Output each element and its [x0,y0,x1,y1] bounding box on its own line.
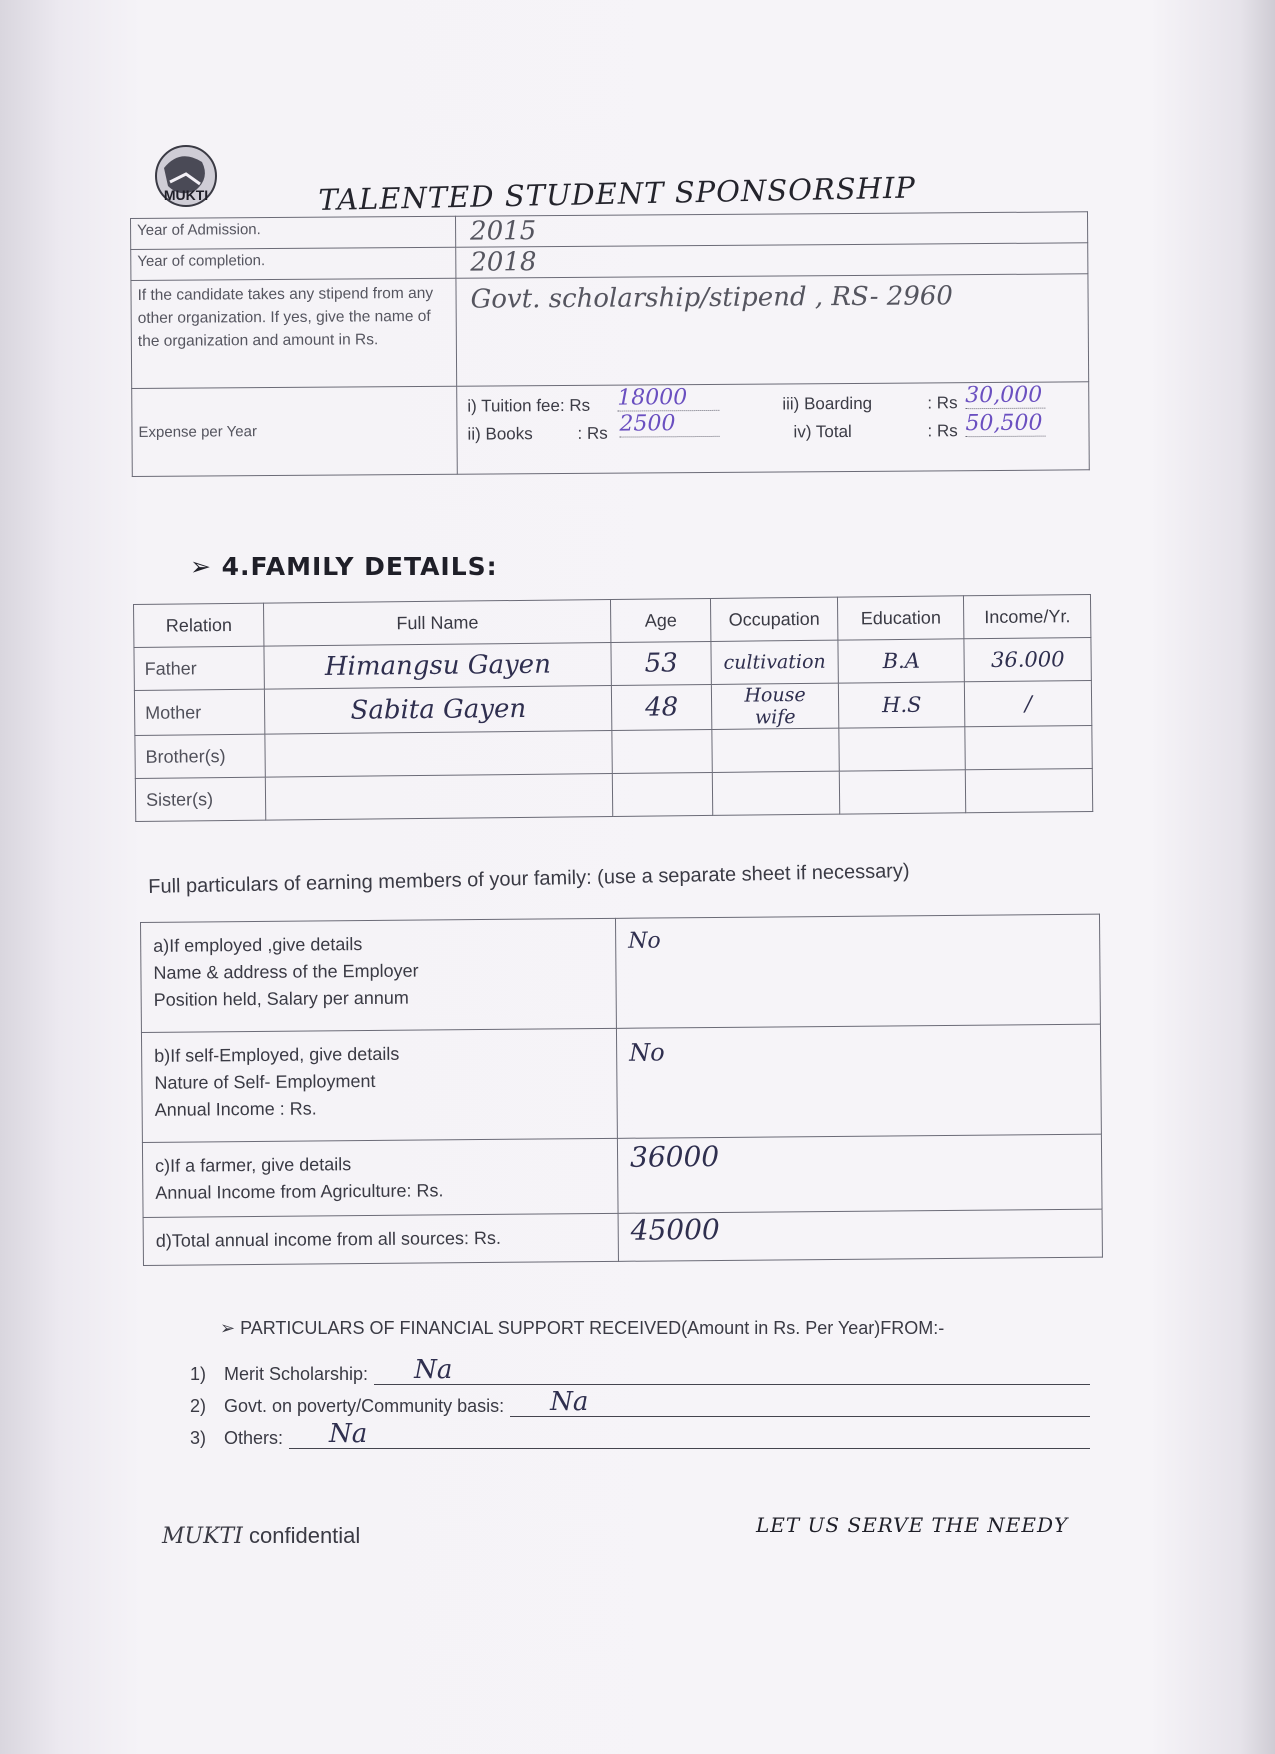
financial-support-section [190,1318,1090,1449]
list-item: 2) Govt. on poverty/Community basis: Na [190,1385,1090,1417]
total-value: 50,500 [965,411,1045,438]
list-item: 3) Others: Na [190,1417,1090,1449]
footer-brand: MUKTI [162,1524,243,1549]
list-item: 1) Merit Scholarship: Na [190,1353,1090,1385]
table-row: Father Himangsu Gayen 53 cultivation B.A 36.000 [134,637,1091,690]
boarding-rs: : Rs [927,393,958,413]
expense-grid [457,382,1090,474]
year-admission-value: 2015 [455,212,1087,247]
self-employed-value: No [616,1024,1101,1138]
total-label: iv) Total [793,421,852,442]
farmer-label: c)If a farmer, give details Annual Income from Agriculture: Rs. [142,1138,618,1217]
employed-value: No [615,914,1100,1028]
boarding-label: iii) Boarding [782,393,873,414]
expense-label: Expense per Year [132,386,458,476]
stipend-label: If the candidate takes any stipend from any other organization. If yes, give the name of the organization and amount in Rs. [131,278,457,388]
col-relation: Relation [134,603,265,647]
self-employed-label: b)If self-Employed, give details Nature of Self- Employment Annual Income : Rs. [141,1028,617,1142]
stipend-value: Govt. scholarship/stipend , RS- 2960 [456,274,1089,386]
year-completion-value: 2018 [456,243,1088,278]
employed-label: a)If employed ,give details Name & address of the Employer Position held, Salary per annum [141,918,617,1032]
table-row: Mother Sabita Gayen 48 House wife H.S / [134,680,1091,735]
tuition-value: 18000 [617,385,719,412]
table-row: Brother(s) [135,725,1092,778]
mukti-logo [140,138,232,218]
table-row: Sister(s) [135,768,1092,821]
books-rs: : Rs [577,423,608,443]
col-occupation: Occupation [711,597,838,641]
svg-text:MUKTI: MUKTI [163,187,209,203]
col-education: Education [837,596,964,640]
farmer-value: 36000 [617,1134,1102,1213]
col-full-name: Full Name [264,599,611,646]
books-value: 2500 [619,411,719,438]
books-label: ii) Books [467,424,533,444]
earning-members-intro: Full particulars of earning members of your family: (use a separate sheet if necessary) [148,860,910,898]
financial-support-heading: ➢ PARTICULARS OF FINANCIAL SUPPORT RECEIVED(Amount in Rs. Per Year)FROM:- [220,1318,945,1338]
year-completion-label: Year of completion. [131,247,456,280]
footer-motto: LET US SERVE THE NEEDY [756,1513,1069,1537]
footer-confidential-text: confidential [249,1523,361,1548]
total-income-label: d)Total annual income from all sources: Rs. [143,1213,618,1265]
col-age: Age [611,598,711,642]
col-income: Income/Yr. [964,594,1091,638]
boarding-value: 30,000 [965,383,1045,410]
earning-members-table [140,914,1103,1266]
family-details-heading: ➢ 4.FAMILY DETAILS: [190,552,498,581]
year-admission-label: Year of Admission. [131,216,456,249]
total-income-value: 45000 [618,1209,1102,1261]
footer-confidential [162,1523,360,1549]
total-rs: : Rs [927,421,958,441]
tuition-label: i) Tuition fee: Rs [467,395,591,416]
sponsorship-table [130,211,1090,477]
family-details-table [133,594,1093,822]
form-title: TALENTED STUDENT SPONSORSHIP [318,170,917,217]
